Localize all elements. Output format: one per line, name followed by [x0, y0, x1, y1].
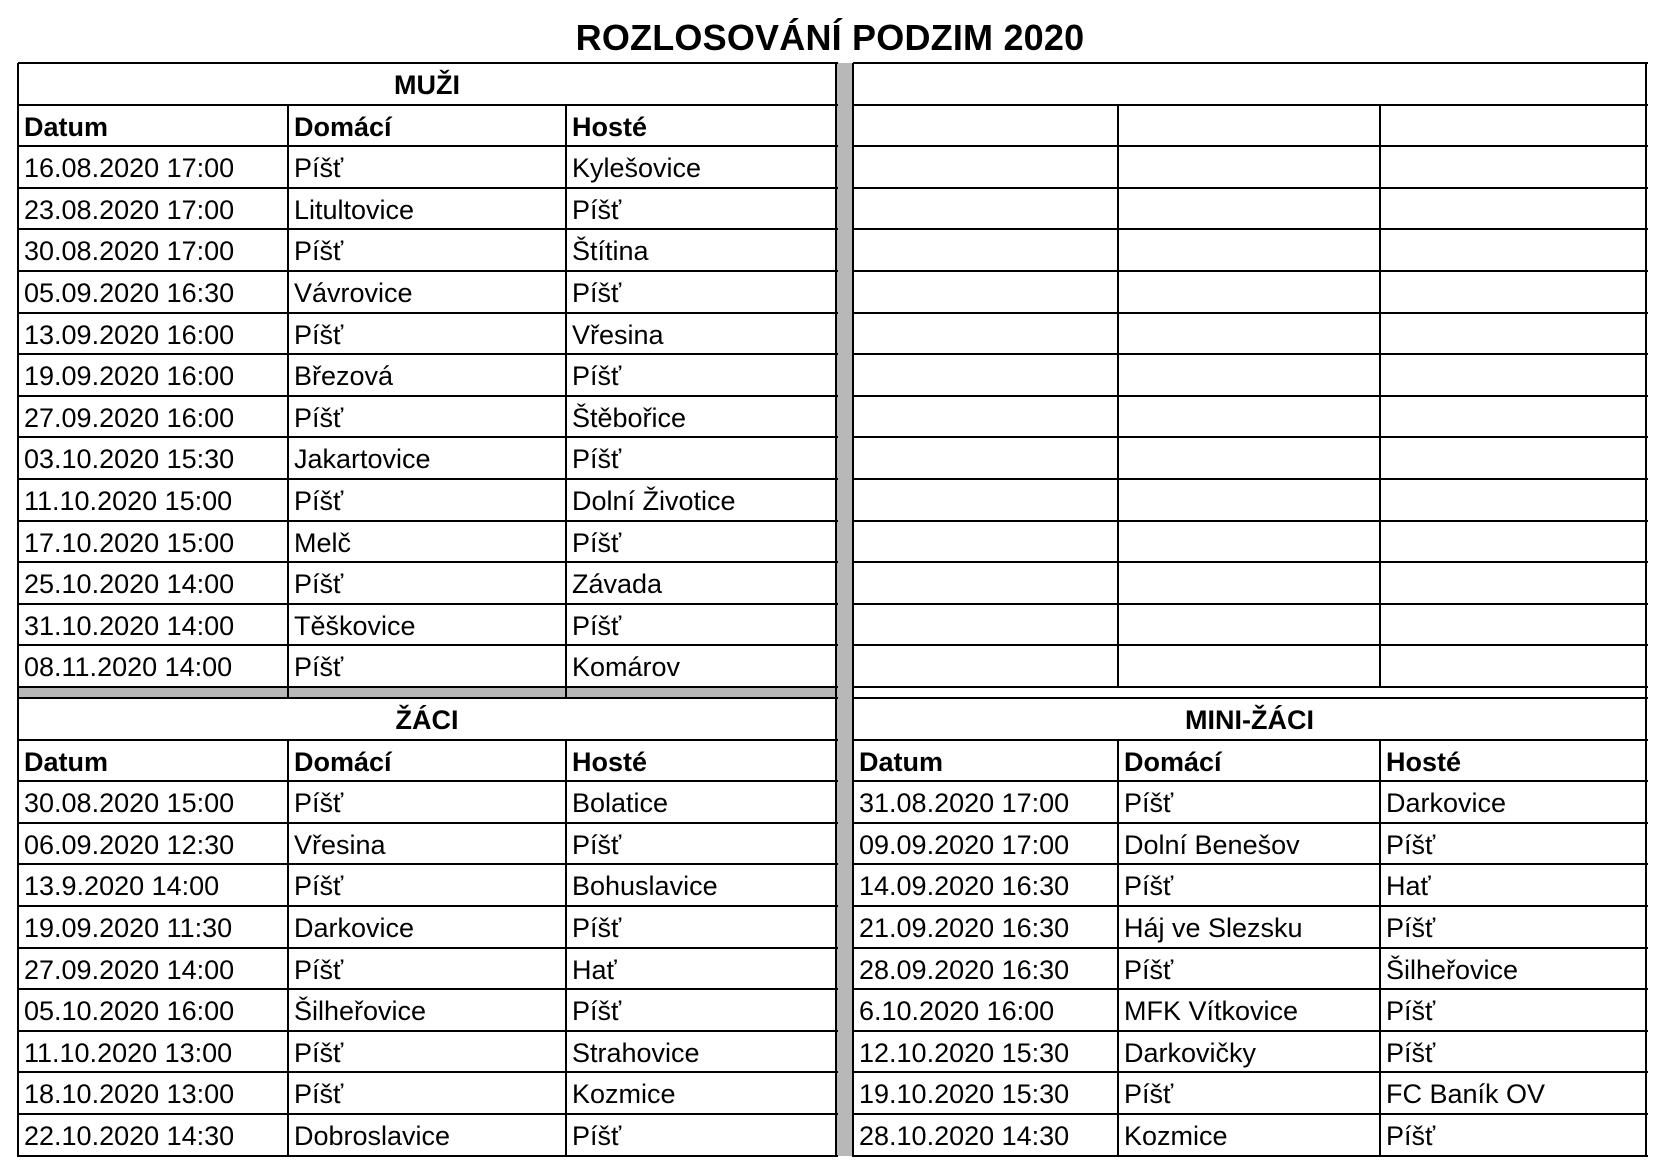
zaci-title: ŽÁCI	[395, 705, 459, 735]
muzi-cell: Píšť	[294, 569, 344, 600]
muzi-cell: Melč	[294, 527, 352, 558]
zaci-cell: Píšť	[294, 954, 344, 985]
muzi-cell: Píšť	[572, 194, 622, 225]
muzi-cell: Píšť	[572, 444, 622, 475]
zaci-cell: Vřesina	[294, 829, 386, 860]
mini-zaci-cell: Píšť	[1386, 913, 1436, 943]
grid-line	[853, 62, 1648, 64]
grid-line	[853, 187, 1648, 189]
mini-zaci-cell: 09.09.2020 17:00	[859, 829, 1070, 860]
grid-line	[853, 228, 1648, 230]
muzi-cell: 27.09.2020 16:00	[24, 402, 235, 433]
mini-zaci-cell: Píšť	[1124, 954, 1174, 985]
mini-zaci-cell: 28.09.2020 16:30	[859, 954, 1070, 985]
mini-zaci-cell: FC Baník OV	[1386, 1079, 1546, 1110]
muzi-cell: Komárov	[572, 652, 681, 683]
grid-line	[853, 478, 1648, 480]
mini-zaci-cell: 19.10.2020 15:30	[859, 1079, 1070, 1110]
muzi-cell: Píšť	[294, 319, 344, 350]
mini-zaci-header-hoste: Hosté	[1386, 746, 1462, 777]
zaci-cell: Píšť	[294, 788, 344, 819]
muzi-cell: Dolní Životice	[572, 486, 736, 516]
grid-line	[853, 312, 1648, 314]
mini-zaci-cell: Píšť	[1124, 1079, 1174, 1110]
mini-zaci-cell: 31.08.2020 17:00	[859, 788, 1070, 819]
mini-zaci-cell: Háj ve Slezsku	[1124, 913, 1303, 943]
muzi-cell: Štítina	[572, 236, 649, 267]
zaci-cell: 11.10.2020 13:00	[24, 1037, 233, 1068]
zaci-cell: Píšť	[572, 913, 622, 943]
zaci-header-hoste: Hosté	[572, 746, 648, 777]
zaci-cell: 05.10.2020 16:00	[24, 996, 235, 1027]
zaci-cell: Píšť	[572, 996, 622, 1027]
zaci-cell: Píšť	[294, 871, 344, 902]
grid-line	[853, 104, 1648, 106]
mini-zaci-cell: Dolní Benešov	[1124, 829, 1300, 860]
mini-zaci-cell: MFK Vítkovice	[1124, 996, 1299, 1027]
zaci-cell: Píšť	[294, 1037, 344, 1068]
zaci-cell: 18.10.2020 13:00	[24, 1079, 235, 1110]
zaci-cell: 30.08.2020 15:00	[24, 788, 235, 819]
mini-zaci-cell: 28.10.2020 14:30	[859, 1121, 1070, 1151]
zaci-cell: Píšť	[294, 1079, 344, 1110]
mini-zaci-cell: Darkovičky	[1124, 1037, 1257, 1068]
zaci-cell: 13.9.2020 14:00	[24, 871, 220, 902]
zaci-cell: Dobroslavice	[294, 1121, 451, 1151]
grid-line	[853, 145, 1648, 147]
muzi-cell: 30.08.2020 17:00	[24, 236, 235, 267]
mini-zaci-cell: Hať	[1386, 871, 1431, 902]
muzi-header-datum: Datum	[24, 111, 109, 142]
muzi-title: MUŽI	[394, 70, 460, 100]
muzi-cell: 19.09.2020 16:00	[24, 361, 235, 392]
grid-line	[1117, 105, 1119, 688]
mini-zaci-cell: Šilheřovice	[1386, 954, 1519, 985]
zaci-cell: 06.09.2020 12:30	[24, 829, 235, 860]
mini-zaci-cell: Kozmice	[1124, 1121, 1228, 1151]
mini-zaci-cell: Píšť	[1386, 996, 1436, 1027]
mini-zaci-cell: Darkovice	[1386, 788, 1507, 819]
muzi-cell: 31.10.2020 14:00	[24, 610, 235, 641]
muzi-cell: 08.11.2020 14:00	[24, 652, 233, 683]
muzi-cell: Píšť	[572, 278, 622, 308]
muzi-cell: Píšť	[294, 153, 344, 184]
zaci-cell: Píšť	[572, 829, 622, 860]
grid-line	[853, 686, 1648, 688]
grid-line	[853, 270, 1648, 272]
muzi-cell: Jakartovice	[294, 444, 431, 475]
page-title: ROZLOSOVÁNÍ PODZIM 2020	[575, 17, 1085, 58]
mini-zaci-cell: 12.10.2020 15:30	[859, 1037, 1070, 1068]
zaci-cell: 27.09.2020 14:00	[24, 954, 235, 985]
muzi-cell: Kylešovice	[572, 153, 702, 184]
muzi-cell: Vávrovice	[294, 278, 413, 308]
muzi-cell: 11.10.2020 15:00	[24, 486, 233, 516]
muzi-cell: 23.08.2020 17:00	[24, 194, 235, 225]
muzi-cell: Závada	[572, 569, 663, 600]
mini-zaci-header-datum: Datum	[859, 746, 944, 777]
grid-line	[853, 644, 1648, 646]
muzi-cell: Píšť	[572, 610, 622, 641]
grid-line	[853, 603, 1648, 605]
mini-zaci-cell: Píšť	[1124, 871, 1174, 902]
zaci-header-datum: Datum	[24, 746, 109, 777]
muzi-cell: 13.09.2020 16:00	[24, 319, 235, 350]
mini-zaci-header-domaci: Domácí	[1124, 746, 1222, 777]
mini-zaci-cell: Píšť	[1386, 829, 1436, 860]
grid-line	[853, 561, 1648, 563]
zaci-header-domaci: Domácí	[294, 746, 392, 777]
grid-line	[853, 520, 1648, 522]
muzi-cell: Štěbořice	[572, 402, 687, 433]
grid-line	[853, 436, 1648, 438]
grid-line	[853, 353, 1648, 355]
muzi-cell: Březová	[294, 361, 394, 392]
muzi-cell: Litultovice	[294, 194, 415, 225]
mini-zaci-cell: Píšť	[1124, 788, 1174, 819]
zaci-cell: 22.10.2020 14:30	[24, 1121, 235, 1151]
muzi-cell: 03.10.2020 15:30	[24, 444, 235, 475]
zaci-cell: Strahovice	[572, 1037, 700, 1068]
muzi-cell: 25.10.2020 14:00	[24, 569, 235, 600]
muzi-cell: 17.10.2020 15:00	[24, 527, 235, 558]
muzi-cell: Vřesina	[572, 319, 664, 350]
mini-zaci-cell: 14.09.2020 16:30	[859, 871, 1070, 902]
zaci-cell: Píšť	[572, 1121, 622, 1151]
zaci-cell: Hať	[572, 954, 617, 985]
grid-line	[853, 395, 1648, 397]
muzi-cell: Těškovice	[294, 610, 416, 641]
muzi-cell: Píšť	[294, 486, 344, 516]
grid-line	[1379, 105, 1381, 688]
zaci-cell: Bolatice	[572, 788, 669, 819]
muzi-cell: Píšť	[572, 361, 622, 392]
mini-zaci-cell: 6.10.2020 16:00	[859, 996, 1055, 1027]
muzi-cell: Píšť	[572, 527, 622, 558]
mini-zaci-cell: Píšť	[1386, 1121, 1436, 1151]
mini-zaci-cell: Píšť	[1386, 1037, 1436, 1068]
muzi-cell: Píšť	[294, 402, 344, 433]
zaci-cell: Šilheřovice	[294, 996, 427, 1027]
muzi-header-domaci: Domácí	[294, 111, 392, 142]
mini-zaci-title: MINI-ŽÁCI	[1185, 705, 1314, 735]
mini-zaci-cell: 21.09.2020 16:30	[859, 913, 1070, 943]
muzi-cell: 16.08.2020 17:00	[24, 153, 235, 184]
section-separator-vertical	[836, 63, 853, 1156]
zaci-cell: Darkovice	[294, 913, 415, 943]
muzi-cell: Píšť	[294, 652, 344, 683]
zaci-cell: Bohuslavice	[572, 871, 718, 902]
zaci-cell: Kozmice	[572, 1079, 676, 1110]
muzi-header-hoste: Hosté	[572, 111, 648, 142]
muzi-cell: Píšť	[294, 236, 344, 267]
muzi-cell: 05.09.2020 16:30	[24, 278, 235, 308]
zaci-cell: 19.09.2020 11:30	[24, 913, 233, 943]
